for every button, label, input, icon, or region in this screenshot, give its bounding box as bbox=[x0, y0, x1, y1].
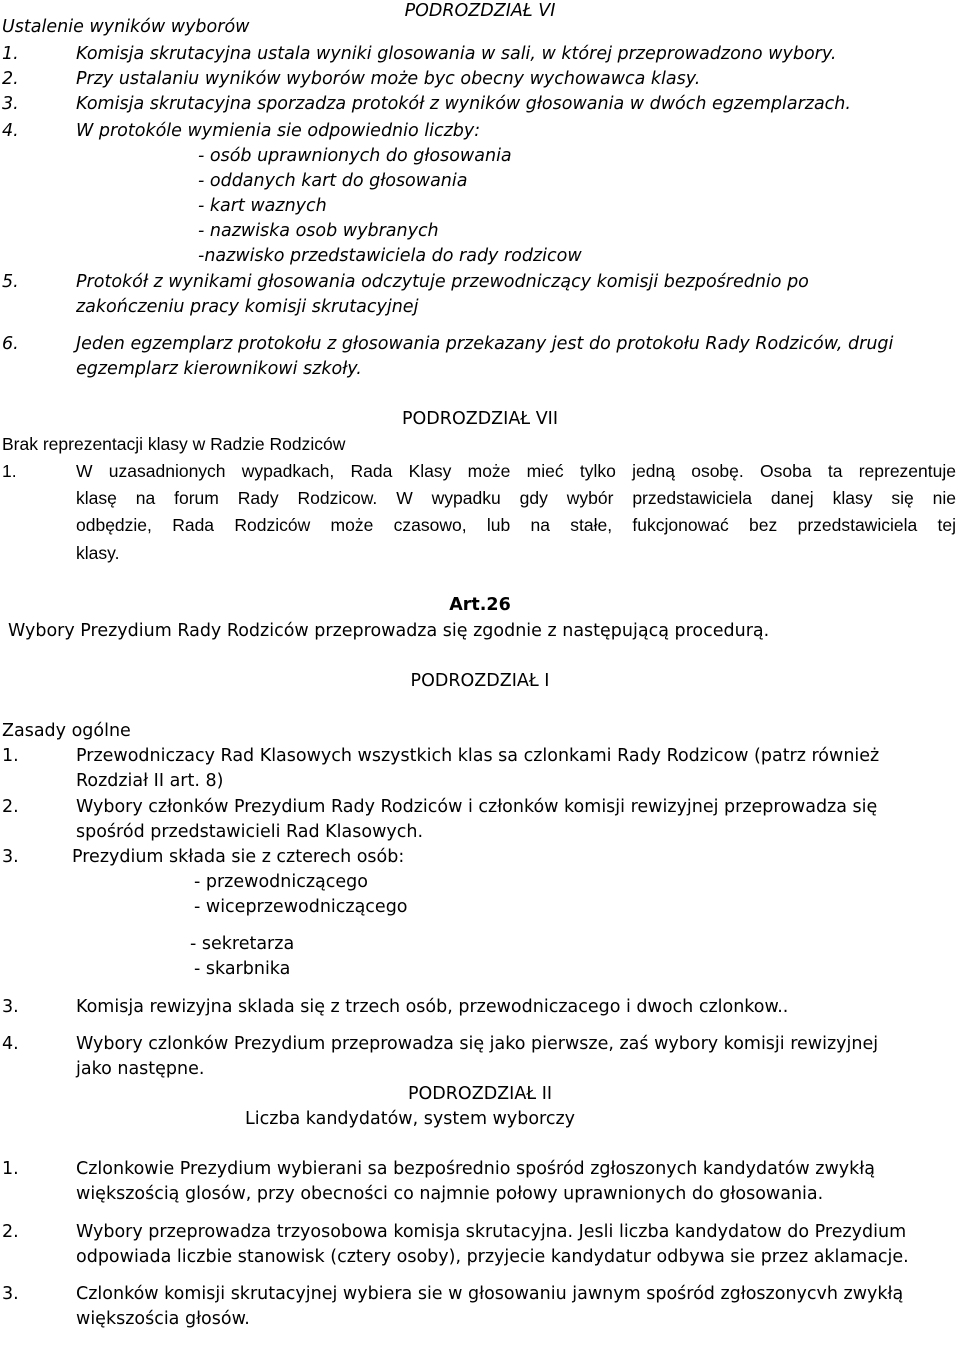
list-item-text: większościa głosów. bbox=[76, 1309, 250, 1329]
list-item: 3. bbox=[2, 997, 19, 1017]
list-item-text: Jeden egzemplarz protokołu z głosowania przekazany jest do protokołu Rady Rodziców, drugi bbox=[76, 334, 894, 354]
section-subtitle-ii: Liczba kandydatów, system wyborczy bbox=[244, 1109, 576, 1129]
paragraph-line: odbędzie, Rada Rodziców może czasowo, lub na stałe, fukcjonować bez przedstawiciela tej bbox=[76, 515, 956, 535]
list-item: 5. bbox=[2, 272, 19, 292]
section-title-vii: PODROZDZIAŁ VII bbox=[401, 409, 558, 429]
list-item: 6. bbox=[2, 334, 19, 354]
list-item-text: Protokół z wynikami głosowania odczytuje przewodniczący komisji bezpośrednio po bbox=[76, 272, 809, 292]
section-subtitle-vi: Ustalenie wyników wyborów bbox=[2, 17, 250, 37]
list-item-text: Przewodniczacy Rad Klasowych wszystkich klas sa czlonkami Rady Rodzicow (patrz również bbox=[76, 746, 880, 766]
list-item-text: większością glosów, przy obecności co najmnie połowy uprawnionych do głosowania. bbox=[76, 1184, 824, 1204]
list-item: 1. bbox=[2, 461, 17, 481]
list-item: 3. bbox=[2, 847, 19, 867]
section-title-i: PODROZDZIAŁ I bbox=[410, 671, 550, 691]
list-item-text: Komisja skrutacyjna sporzadza protokół z wyników głosowania w dwóch egzemplarzach. bbox=[76, 94, 851, 114]
role-item: - sekretarza bbox=[190, 934, 295, 954]
list-item: 4. bbox=[2, 121, 19, 141]
list-item: 2. bbox=[2, 797, 19, 817]
article-heading: Art.26 bbox=[449, 595, 511, 615]
list-item: 1. bbox=[2, 1159, 19, 1179]
sub-item: - oddanych kart do głosowania bbox=[198, 171, 468, 191]
section-subtitle-vii: Brak reprezentacji klasy w Radzie Rodziców bbox=[2, 434, 346, 454]
sub-item: - kart waznych bbox=[198, 196, 327, 216]
section-title-vi: PODROZDZIAŁ VI bbox=[404, 1, 556, 21]
list-item: 1. bbox=[2, 44, 19, 64]
section-subtitle-i: Zasady ogólne bbox=[2, 721, 131, 741]
list-item-text: Przy ustalaniu wyników wyborów może byc obecny wychowawca klasy. bbox=[76, 69, 701, 89]
list-item-text: odpowiada liczbie stanowisk (cztery osoby), przyjecie kandydatur odbywa sie przez aklamacje. bbox=[76, 1247, 909, 1267]
list-item-text: Czlonków komisji skrutacyjnej wybiera sie w głosowaniu jawnym spośród zgłoszonycvh zwykłą bbox=[76, 1284, 904, 1304]
list-item-text: spośród przedstawicieli Rad Klasowych. bbox=[76, 822, 424, 842]
list-item-text: Czlonkowie Prezydium wybierani sa bezpośrednio spośród zgłoszonych kandydatów zwykłą bbox=[76, 1159, 875, 1179]
list-item: 4. bbox=[2, 1034, 19, 1054]
list-item: 3. bbox=[2, 94, 19, 114]
list-item-text: W protokóle wymienia sie odpowiednio liczby: bbox=[76, 121, 481, 141]
article-intro: Wybory Prezydium Rady Rodziców przeprowadza się zgodnie z następującą procedurą. bbox=[8, 621, 770, 641]
list-item-text: Wybory czlonków Prezydium przeprowadza się jako pierwsze, zaś wybory komisji rewizyjnej bbox=[76, 1034, 879, 1054]
list-item-text: Wybory przeprowadza trzyosobowa komisja skrutacyjna. Jesli liczba kandydatow do Prezydium bbox=[76, 1222, 907, 1242]
list-item-text: Wybory członków Prezydium Rady Rodziców i członków komisji rewizyjnej przeprowadza się bbox=[76, 797, 878, 817]
role-item: - skarbnika bbox=[194, 959, 291, 979]
list-item: 3. bbox=[2, 1284, 19, 1304]
paragraph-line: klasę na forum Rady Rodzicow. W wypadku gdy wybór przedstawiciela danej klasy się nie bbox=[76, 488, 956, 508]
list-item-text: Prezydium składa sie z czterech osób: bbox=[72, 847, 405, 867]
list-item-text: egzemplarz kierownikowi szkoły. bbox=[76, 359, 362, 379]
paragraph-line: klasy. bbox=[76, 543, 120, 563]
sub-item: - nazwiska osob wybranych bbox=[198, 221, 439, 241]
list-item-text: Komisja skrutacyjna ustala wyniki glosowania w sali, w której przeprowadzono wybory. bbox=[76, 44, 837, 64]
list-item: 1. bbox=[2, 746, 19, 766]
role-item: - przewodniczącego bbox=[194, 872, 368, 892]
list-item-text: Rozdział II art. 8) bbox=[76, 771, 224, 791]
section-title-ii: PODROZDZIAŁ II bbox=[407, 1084, 553, 1104]
list-item: 2. bbox=[2, 69, 19, 89]
list-item-text: zakończeniu pracy komisji skrutacyjnej bbox=[76, 297, 419, 317]
paragraph-line: W uzasadnionych wypadkach, Rada Klasy może mieć tylko jedną osobę. Osoba ta reprezentuje bbox=[76, 461, 956, 481]
role-item: - wiceprzewodniczącego bbox=[194, 897, 408, 917]
sub-item: -nazwisko przedstawiciela do rady rodzicow bbox=[198, 246, 582, 266]
sub-item: - osób uprawnionych do głosowania bbox=[198, 146, 512, 166]
list-item-text: Komisja rewizyjna sklada się z trzech osób, przewodniczacego i dwoch czlonkow.. bbox=[76, 997, 789, 1017]
list-item: 2. bbox=[2, 1222, 19, 1242]
list-item-text: jako następne. bbox=[76, 1059, 205, 1079]
